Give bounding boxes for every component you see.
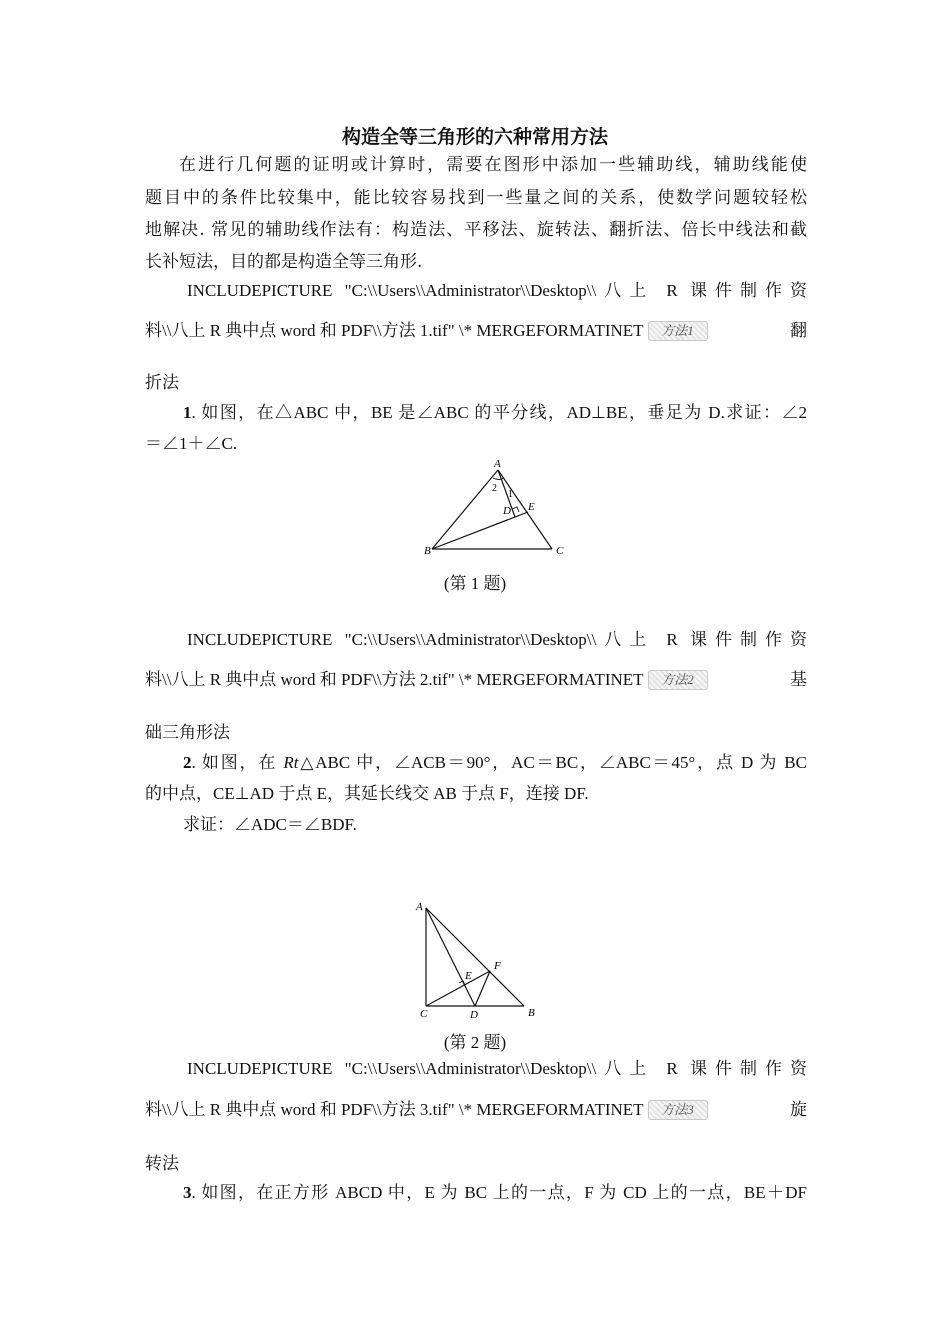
label-E: E	[528, 501, 535, 513]
problem2-figure	[410, 898, 550, 1024]
label-F: F	[494, 960, 501, 972]
method1-field-line-2	[145, 319, 807, 343]
intro-line-3: 地解决. 常见的辅助线作法有：构造法、平移法、旋转法、翻折法、倍长中线法和截	[145, 220, 807, 240]
label-B: B	[528, 1007, 535, 1019]
problem1-text-1: . 如图，在△ABC 中，BE 是∠ABC 的平分线，AD⊥BE，垂足为 D.求证：∠2	[191, 403, 807, 422]
method3-name-part2: 转法	[145, 1154, 179, 1174]
problem3-number: 3	[183, 1183, 192, 1202]
method3-field-text: 料\\八上 R 典中点 word 和 PDF\\方法 3.tif" \* MERGEFORMATINET	[145, 1100, 644, 1119]
intro-line-1: 在进行几何题的证明或计算时，需要在图形中添加一些辅助线，辅助线能使	[179, 155, 807, 175]
label-A: A	[494, 458, 501, 470]
angle-arc-mark	[493, 478, 504, 480]
problem2-number: 2	[183, 753, 192, 772]
method2-name-part1: 基	[790, 670, 807, 689]
problem2-line-1	[145, 751, 807, 775]
label-B: B	[424, 545, 431, 557]
segment-BE	[432, 512, 528, 549]
label-D: D	[503, 505, 511, 517]
label-D: D	[470, 1009, 478, 1021]
problem2-line-2: 的中点，CE⊥AD 于点 E，其延长线交 AB 于点 F，连接 DF.	[145, 784, 589, 803]
problem2-line-3: 求证：∠ADC＝∠BDF.	[183, 815, 357, 834]
method1-badge-icon: 方法1	[648, 321, 708, 341]
problem2-text-1a: . 如图，在	[191, 753, 284, 772]
method3-name-part1: 旋	[790, 1100, 807, 1119]
method1-field-line-1: INCLUDEPICTURE "C:\\Users\\Administrator\\Desktop\\八上 R 课件制作资	[187, 281, 807, 300]
intro-line-2: 题目中的条件比较集中，能比较容易找到一些量之间的关系，使数学问题较轻松	[145, 188, 807, 208]
problem1-number: 1	[183, 403, 192, 422]
problem3-text-1: . 如图，在正方形 ABCD 中，E 为 BC 上的一点，F 为 CD 上的一点，BE＋DF	[191, 1183, 807, 1202]
segment-AD	[426, 908, 475, 1006]
label-E: E	[465, 970, 472, 982]
method2-badge-icon: 方法2	[648, 670, 708, 690]
label-angle-2: 2	[492, 483, 497, 494]
problem2-text-1b: △ABC 中，∠ACB＝90°，AC＝BC，∠ABC＝45°，点 D 为 BC	[298, 753, 807, 772]
method2-field-line-1: INCLUDEPICTURE "C:\\Users\\Administrator\\Desktop\\八上 R 课件制作资	[187, 630, 807, 649]
segment-CF	[426, 971, 490, 1006]
problem3-line-1	[145, 1181, 807, 1205]
method3-field-line-2	[145, 1098, 807, 1122]
problem1-caption: (第 1 题)	[443, 574, 507, 593]
method3-badge-icon: 方法3	[648, 1100, 708, 1120]
method2-field-line-2	[145, 668, 807, 692]
problem2-text-rt: Rt	[283, 753, 299, 772]
method3-field-line-1: INCLUDEPICTURE "C:\\Users\\Administrator\\Desktop\\八上 R 课件制作资	[187, 1059, 807, 1078]
method1-field-text: 料\\八上 R 典中点 word 和 PDF\\方法 1.tif" \* MERGEFORMATINET	[145, 321, 644, 340]
label-C: C	[556, 545, 564, 557]
problem1-line-1	[145, 401, 807, 425]
segment-AB	[426, 908, 524, 1006]
page-title: 构造全等三角形的六种常用方法	[341, 126, 608, 148]
problem1-figure	[420, 456, 570, 560]
segment-DF	[475, 971, 490, 1006]
problem1-line-2: ＝∠1＋∠C.	[145, 434, 238, 453]
label-C: C	[420, 1008, 428, 1020]
label-angle-1: 1	[508, 489, 513, 500]
method2-field-text: 料\\八上 R 典中点 word 和 PDF\\方法 2.tif" \* MERGEFORMATINET	[145, 670, 644, 689]
segment-AB	[432, 470, 498, 549]
method1-name-part2: 折法	[145, 373, 179, 393]
intro-line-4: 长补短法，目的都是构造全等三角形.	[145, 252, 423, 272]
method1-name-part1: 翻	[790, 321, 807, 340]
method2-name-part2: 础三角形法	[145, 723, 230, 743]
problem2-caption: (第 2 题)	[443, 1033, 507, 1052]
label-A: A	[416, 901, 423, 913]
